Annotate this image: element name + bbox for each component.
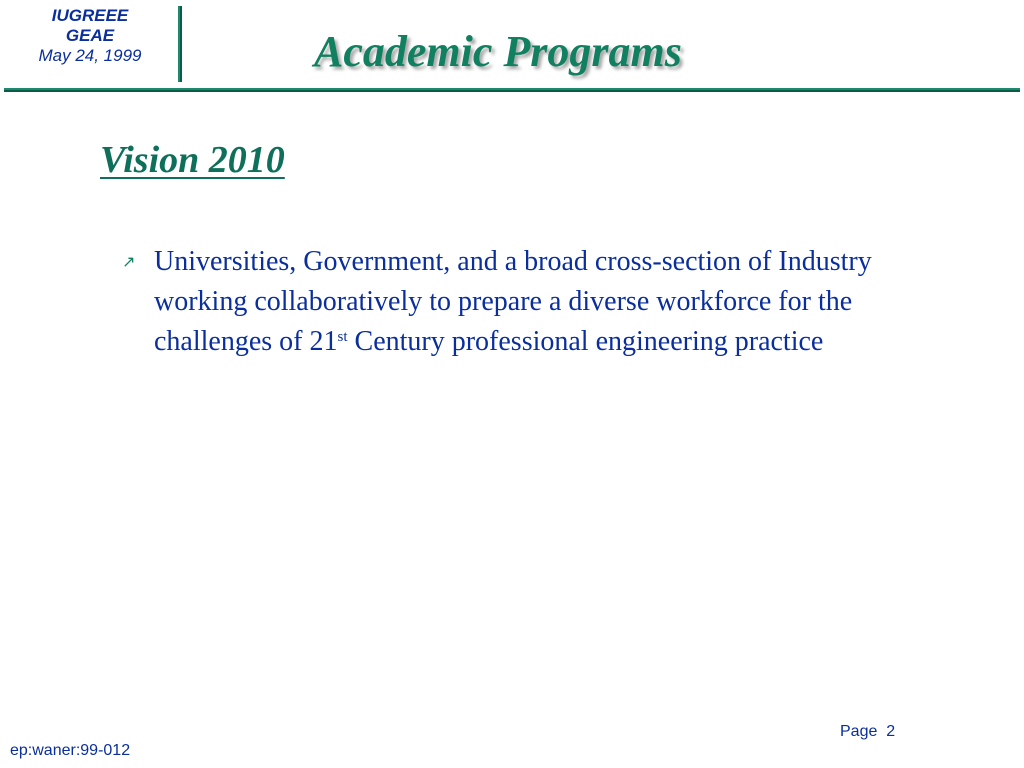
- slide-title: Academic Programs: [314, 27, 682, 76]
- bullet-text: [154, 242, 914, 362]
- ordinal-superscript: st: [337, 329, 348, 345]
- bullet-text-part1: Universities, Government, and a broad cross-section of Industry working collaboratively to prepare a diverse workforce for the challenges of 21: [154, 246, 872, 357]
- page-number: Page 2: [840, 723, 896, 740]
- header-horizontal-divider: [4, 88, 1020, 92]
- list-item: [116, 242, 916, 362]
- arrow-up-right-icon: ↗: [122, 252, 136, 271]
- header-org-block: [10, 6, 170, 66]
- section-heading: Vision 2010: [100, 139, 285, 181]
- bullet-list: [116, 242, 916, 362]
- presentation-date: May 24, 1999: [38, 46, 142, 65]
- header-vertical-divider: [178, 6, 182, 82]
- org-name-line2: GEAE: [65, 26, 115, 45]
- document-id: ep:waner:99-012: [10, 742, 131, 759]
- bullet-text-part2: Century professional engineering practice: [347, 326, 824, 357]
- org-name-line1: IUGREEE: [51, 6, 129, 25]
